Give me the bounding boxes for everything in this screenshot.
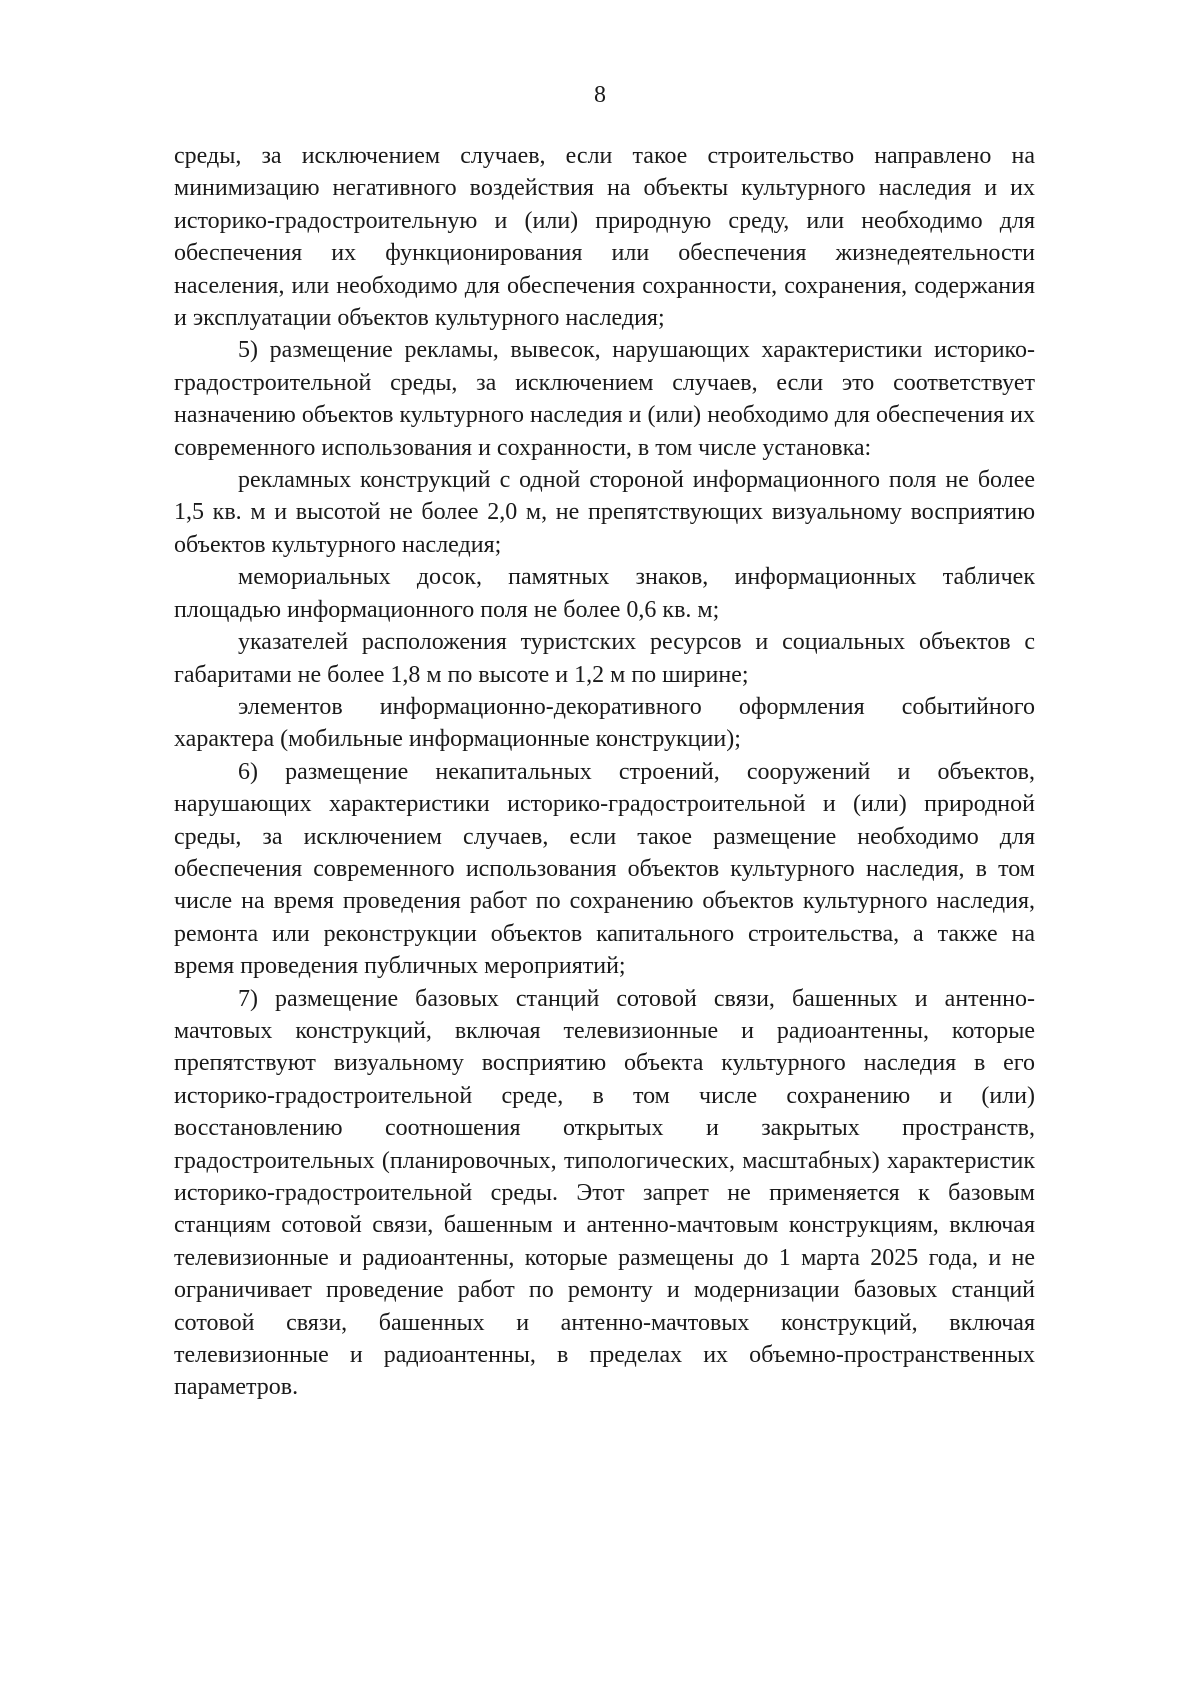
paragraph-item-6: 6) размещение некапитальных строений, сооружений и объектов, нарушающих характеристики историко-градостроительной и (или) природной среды, за исключением случаев, если такое размещение необходимо для обеспечения современного использования объектов культурного наследия, в том числе на время проведения работ по сохранению объектов культурного наследия, ремонта или реконструкции объектов капитального строительства, а также на время проведения публичных мероприятий; xyxy=(174,758,1035,980)
paragraph-continuation: среды, за исключением случаев, если такое строительство направлено на минимизацию негативного воздействия на объекты культурного наследия и их историко-градостроительную и (или) природную среду, или необходимо для обеспечения их функционирования или обеспечения жизнедеятельности населения, или необходимо для обеспечения сохранности, сохранения, содержания и эксплуатации объектов культурного наследия; xyxy=(174,143,1035,332)
page-number: 8 xyxy=(594,82,606,108)
paragraph-item-5: 5) размещение рекламы, вывесок, нарушающих характеристики историко-градостроительной среды, за исключением случаев, если это соответствует назначению объектов культурного наследия и (или) необходимо для обеспечения их современного использования и сохранности, в том числе установка: xyxy=(174,337,1035,461)
paragraph-sub-decorative: элементов информационно-декоративного оформления событийного характера (мобильные информационные конструкции); xyxy=(174,693,1035,753)
paragraph-sub-advertising: рекламных конструкций с одной стороной информационного поля не более 1,5 кв. м и высотой не более 2,0 м, не препятствующих визуальному восприятию объектов культурного наследия; xyxy=(174,467,1035,558)
paragraph-sub-memorial: мемориальных досок, памятных знаков, информационных табличек площадью информационного поля не более 0,6 кв. м; xyxy=(174,564,1035,623)
document-body xyxy=(174,140,1035,1404)
paragraph-item-7: 7) размещение базовых станций сотовой связи, башенных и антенно-мачтовых конструкций, включая телевизионные и радиоантенны, которые препятствуют визуальному восприятию объекта культурного наследия в его историко-градостроительной среде, в том числе сохранению и (или) восстановлению соотношения открытых и закрытых пространств, градостроительных (планировочных, типологических, масштабных) характеристик историко-градостроительной среды. Этот запрет не применяется к базовым станциям сотовой связи, башенным и антенно-мачтовым конструкциям, включая телевизионные и радиоантенны, которые размещены до 1 марта 2025 года, и не ограничивает проведение работ по ремонту и модернизации базовых станций сотовой связи, башенных и антенно-мачтовых конструкций, включая телевизионные и радиоантенны, в пределах их объемно-пространственных параметров. xyxy=(174,985,1035,1401)
paragraph-sub-signs: указателей расположения туристских ресурсов и социальных объектов с габаритами не более 1,8 м по высоте и 1,2 м по ширине; xyxy=(174,629,1035,688)
